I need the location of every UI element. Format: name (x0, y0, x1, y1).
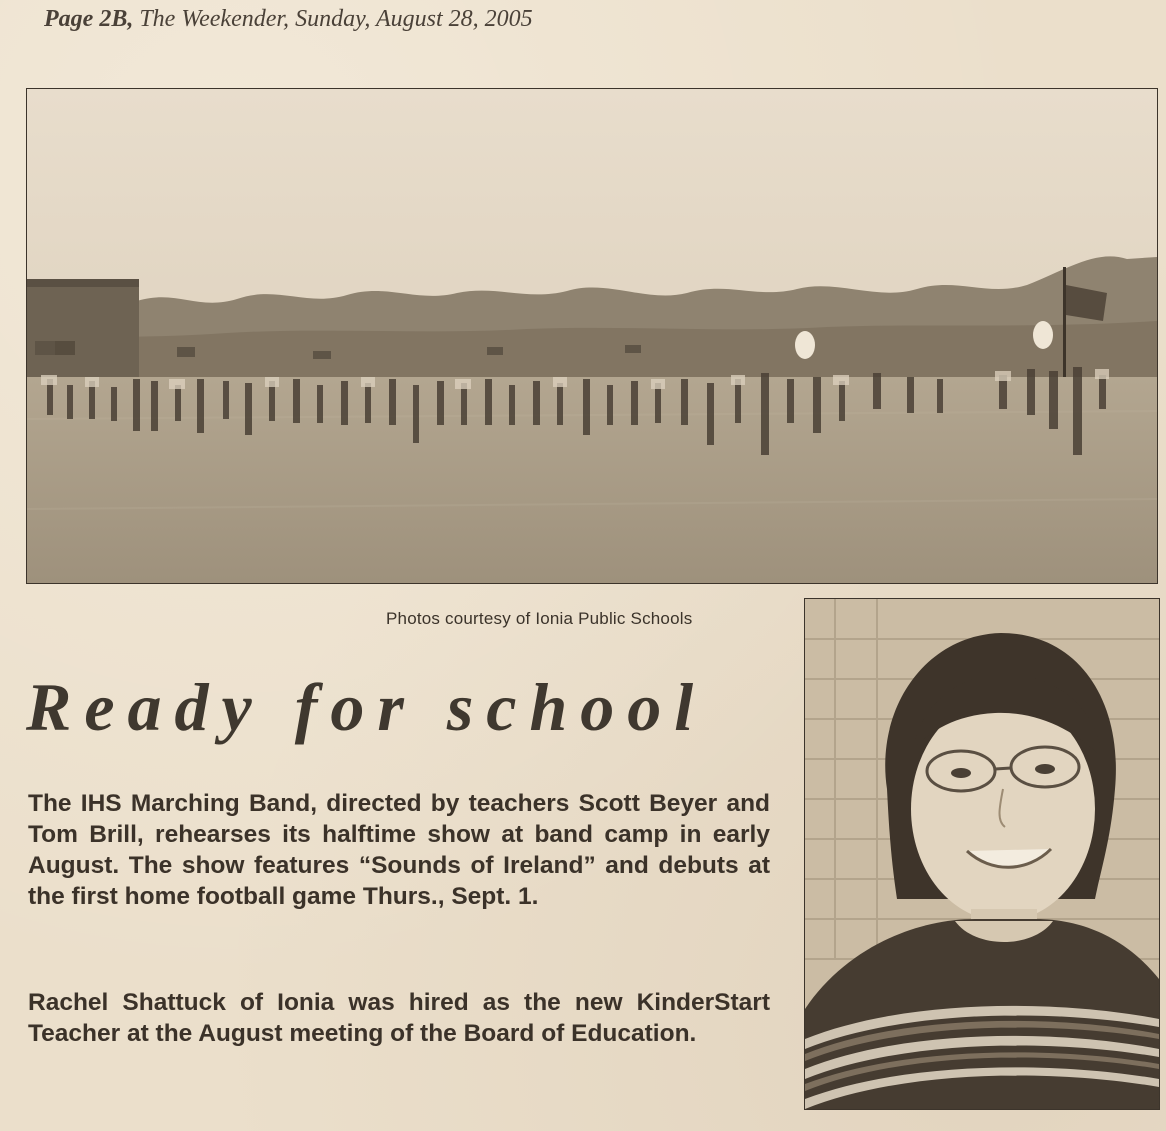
page-folio (44, 6, 533, 33)
folio-publication: The Weekender, (139, 6, 290, 32)
folio-date: Sunday, August 28, 2005 (295, 6, 533, 32)
headline: Ready for school (26, 669, 707, 745)
photo-credit: Photos courtesy of Ionia Public Schools (386, 609, 693, 628)
marching-band-photo (26, 88, 1158, 584)
teacher-portrait-illustration (805, 599, 1159, 1109)
teacher-caption: Rachel Shattuck of Ionia was hired as the new KinderStart Teacher at the August meeting of the Board of Education. (28, 989, 770, 1047)
marching-band-illustration (27, 89, 1157, 583)
teacher-portrait-photo (804, 598, 1160, 1110)
band-caption: The IHS Marching Band, directed by teachers Scott Beyer and Tom Brill, rehearses its halftime show at band camp in early August. The show features “Sounds of Ireland” and debuts at the first home football game Thurs., Sept. 1. (28, 790, 770, 910)
folio-page-number: Page 2B, (44, 6, 134, 32)
